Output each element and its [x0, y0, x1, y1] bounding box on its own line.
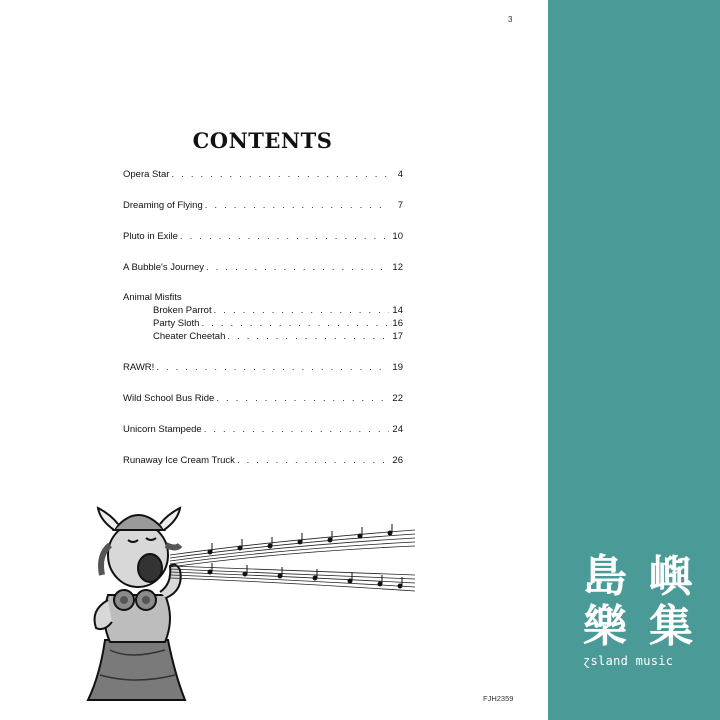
toc-entry-broken-parrot[interactable]: [153, 305, 403, 316]
toc-entry-page: 7: [397, 200, 403, 211]
toc-entry-page: 19: [392, 362, 403, 373]
leader-dots: [206, 262, 389, 273]
leader-dots: [214, 305, 389, 316]
logo-char: 嶼: [649, 551, 693, 602]
toc-entry-page: 16: [392, 318, 403, 329]
logo-char: 島: [583, 551, 627, 602]
island-music-logo: [583, 552, 693, 668]
toc-entry-title: Broken Parrot: [153, 305, 212, 316]
toc-entry-title: Party Sloth: [153, 318, 200, 329]
toc-entry-page: 4: [397, 169, 403, 180]
toc-entry-page: 22: [392, 393, 403, 404]
toc-entry-page: 12: [392, 262, 403, 273]
toc-entry-page: 26: [392, 455, 403, 466]
toc-entry-dreaming-of-flying[interactable]: [123, 200, 403, 211]
leader-dots: [201, 318, 389, 329]
toc-entry-title: Cheater Cheetah: [153, 331, 226, 342]
toc-entry-a-bubbles-journey[interactable]: [123, 262, 403, 273]
leader-dots: [237, 455, 389, 466]
toc-entry-title: Runaway Ice Cream Truck: [123, 455, 235, 466]
toc-entry-wild-school-bus-ride[interactable]: [123, 393, 403, 404]
logo-char: 集: [649, 601, 693, 652]
toc-entry-page: 17: [392, 331, 403, 342]
leader-dots: [204, 424, 389, 435]
toc-entry-cheater-cheetah[interactable]: [153, 331, 403, 342]
toc-entry-title: Unicorn Stampede: [123, 424, 202, 435]
toc-entry-title: Opera Star: [123, 169, 170, 180]
toc-entry-page: 24: [392, 424, 403, 435]
toc-group-animal-misfits: Animal Misfits: [123, 292, 182, 303]
toc-entry-unicorn-stampede[interactable]: [123, 424, 403, 435]
toc-entry-pluto-in-exile[interactable]: [123, 231, 403, 242]
toc-entry-page: 14: [392, 305, 403, 316]
leader-dots: [180, 231, 389, 242]
leader-dots: [171, 169, 389, 180]
leader-dots: [216, 393, 389, 404]
toc-entry-party-sloth[interactable]: [153, 318, 403, 329]
catalog-code: FJH2359: [483, 694, 514, 703]
toc-entry-title: Dreaming of Flying: [123, 200, 203, 211]
toc-entry-title: Pluto in Exile: [123, 231, 178, 242]
leader-dots: [156, 362, 389, 373]
toc-entry-title: A Bubble's Journey: [123, 262, 205, 273]
leader-dots: [227, 331, 389, 342]
toc-entry-title: RAWR!: [123, 362, 155, 373]
logo-subtitle: ɀsland music: [583, 654, 674, 668]
opera-singer-illustration: [80, 500, 425, 710]
page-title: CONTENTS: [192, 128, 333, 153]
logo-char: 樂: [583, 601, 627, 652]
leader-dots: [205, 200, 389, 211]
page-number: 3: [508, 15, 513, 24]
toc-entry-runaway-ice-cream-truck[interactable]: [123, 455, 403, 466]
toc-entry-page: 10: [392, 231, 403, 242]
toc-entry-title: Wild School Bus Ride: [123, 393, 215, 404]
toc-entry-rawr[interactable]: [123, 362, 403, 373]
toc-entry-opera-star[interactable]: [123, 169, 403, 180]
